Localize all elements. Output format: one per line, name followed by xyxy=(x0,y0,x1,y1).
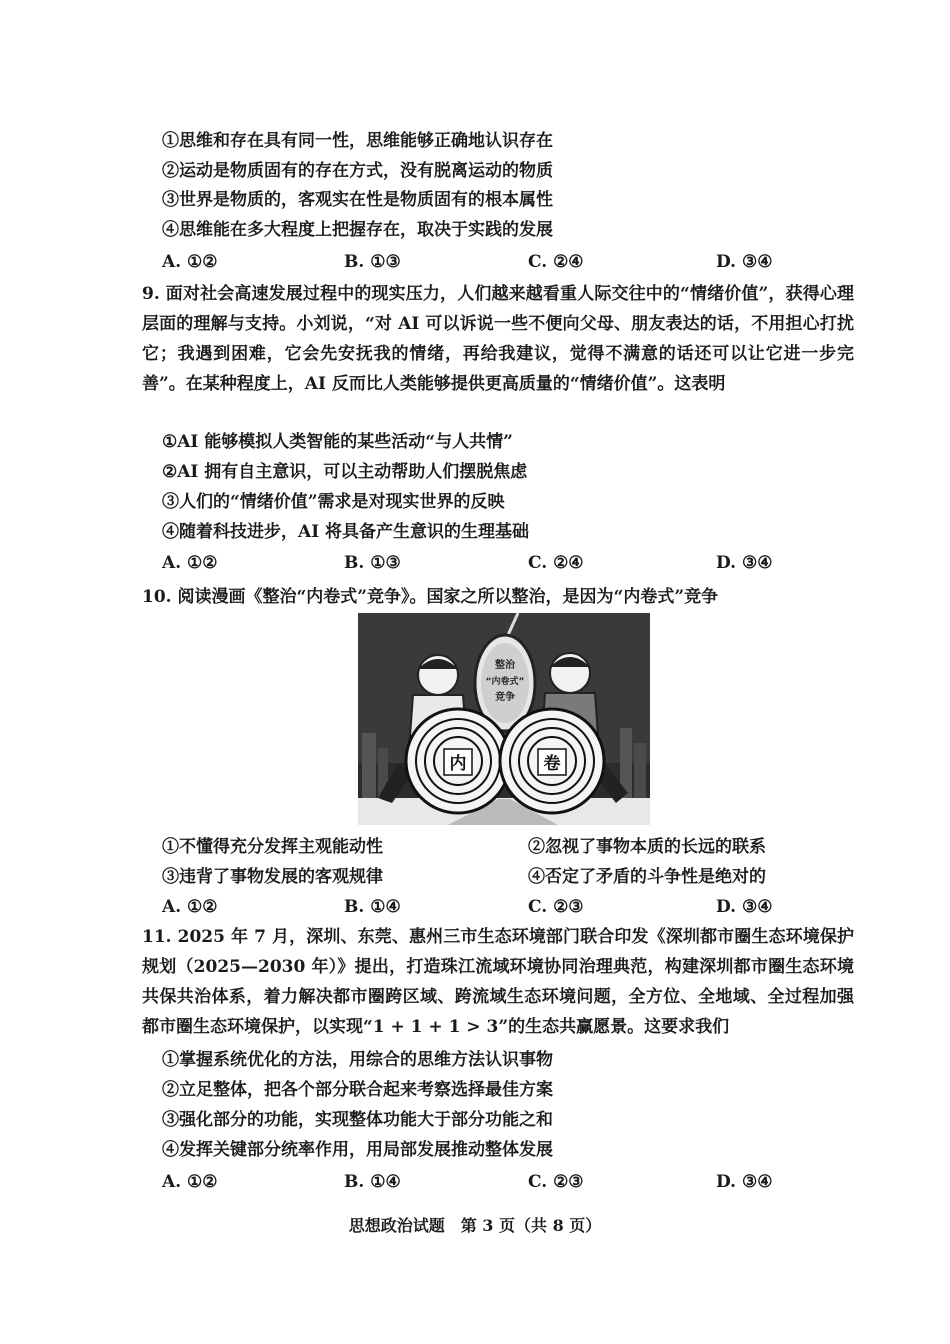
q8-option-d: D. ③④ xyxy=(716,252,773,272)
q10-item-1: ①不懂得充分发挥主观能动性 xyxy=(162,837,383,857)
comic-sign-line-3: 竞争 xyxy=(495,692,515,703)
q11-option-d: D. ③④ xyxy=(716,1172,773,1192)
comic-illustration xyxy=(358,613,650,825)
q10-option-a: A. ①② xyxy=(162,897,218,917)
q8-item-3: ③世界是物质的，客观实在性是物质固有的根本属性 xyxy=(162,190,553,210)
q9-option-b: B. ①③ xyxy=(344,553,401,573)
q9-item-3: ③人们的“情绪价值”需求是对现实世界的反映 xyxy=(162,492,505,512)
q10-option-d: D. ③④ xyxy=(716,897,773,917)
comic-sign-line-1: 整治 xyxy=(495,660,515,671)
q8-item-1: ①思维和存在具有同一性，思维能够正确地认识存在 xyxy=(162,131,553,151)
q11-item-1: ①掌握系统优化的方法，用综合的思维方法认识事物 xyxy=(162,1050,553,1070)
q8-option-c: C. ②④ xyxy=(528,252,584,272)
q8-option-a: A. ①② xyxy=(162,252,218,272)
q11-option-c: C. ②③ xyxy=(528,1172,584,1192)
q11-stem: 11. 2025 年 7 月，深圳、东莞、惠州三市生态环境部门联合印发《深圳都市圈生态环境保护规划（2025—2030 年）》提出，打造珠江流域环境协同治理典范，构建深圳都市圈生态环境共保共治体系，着力解决都市圈跨区域、跨流域生态环境问题，全方位、全地域、全过程加强都市圈生态环境保护，以实现“1 + 1 + 1 > 3”的生态共赢愿景。这要求我们 xyxy=(142,927,854,1037)
q11-option-b: B. ①④ xyxy=(344,1172,401,1192)
q9-option-d: D. ③④ xyxy=(716,553,773,573)
q9-item-4: ④随着科技进步，AI 将具备产生意识的生理基础 xyxy=(162,522,530,542)
q11-item-3: ③强化部分的功能，实现整体功能大于部分功能之和 xyxy=(162,1110,553,1130)
q8-item-4: ④思维能在多大程度上把握存在，取决于实践的发展 xyxy=(162,220,553,240)
q10-option-b: B. ①④ xyxy=(344,897,401,917)
q11-option-a: A. ①② xyxy=(162,1172,218,1192)
q10-item-2: ②忽视了事物本质的长远的联系 xyxy=(528,837,766,857)
q8-option-b: B. ①③ xyxy=(344,252,401,272)
q10-stem: 10. 阅读漫画《整治“内卷式”竞争》。国家之所以整治，是因为“内卷式”竞争 xyxy=(142,587,719,607)
q10-item-3: ③违背了事物发展的客观规律 xyxy=(162,867,383,887)
q10-option-c: C. ②③ xyxy=(528,897,584,917)
q9-option-c: C. ②④ xyxy=(528,553,584,573)
comic-sign-line-2: “内卷式” xyxy=(485,677,525,687)
q9-option-a: A. ①② xyxy=(162,553,218,573)
q8-item-2: ②运动是物质固有的存在方式，没有脱离运动的物质 xyxy=(162,161,553,181)
page-footer: 思想政治试题 第 3 页（共 8 页） xyxy=(348,1216,602,1235)
comic-wheel-left-label: 内 xyxy=(449,754,467,774)
q9-stem: 9. 面对社会高速发展过程中的现实压力，人们越来越看重人际交往中的“情绪价值”，获得心理层面的理解与支持。小刘说，“对 AI 可以诉说一些不便向父母、朋友表达的话，不用担心打扰它；我遇到困难，它会先安抚我的情绪，再给我建议，觉得不满意的话还可以让它进一步完善”。在某种程度上，AI 反而比人类能够提供更高质量的“情绪价值”。这表明 xyxy=(142,284,854,394)
q9-item-1: ①AI 能够模拟人类智能的某些活动“与人共情” xyxy=(162,432,513,452)
q9-item-2: ②AI 拥有自主意识，可以主动帮助人们摆脱焦虑 xyxy=(162,462,528,482)
comic-wheel-right-label: 卷 xyxy=(543,754,561,774)
q10-item-4: ④否定了矛盾的斗争性是绝对的 xyxy=(528,867,766,887)
q11-item-4: ④发挥关键部分统率作用，用局部发展推动整体发展 xyxy=(162,1140,553,1160)
q11-item-2: ②立足整体，把各个部分联合起来考察选择最佳方案 xyxy=(162,1080,553,1100)
